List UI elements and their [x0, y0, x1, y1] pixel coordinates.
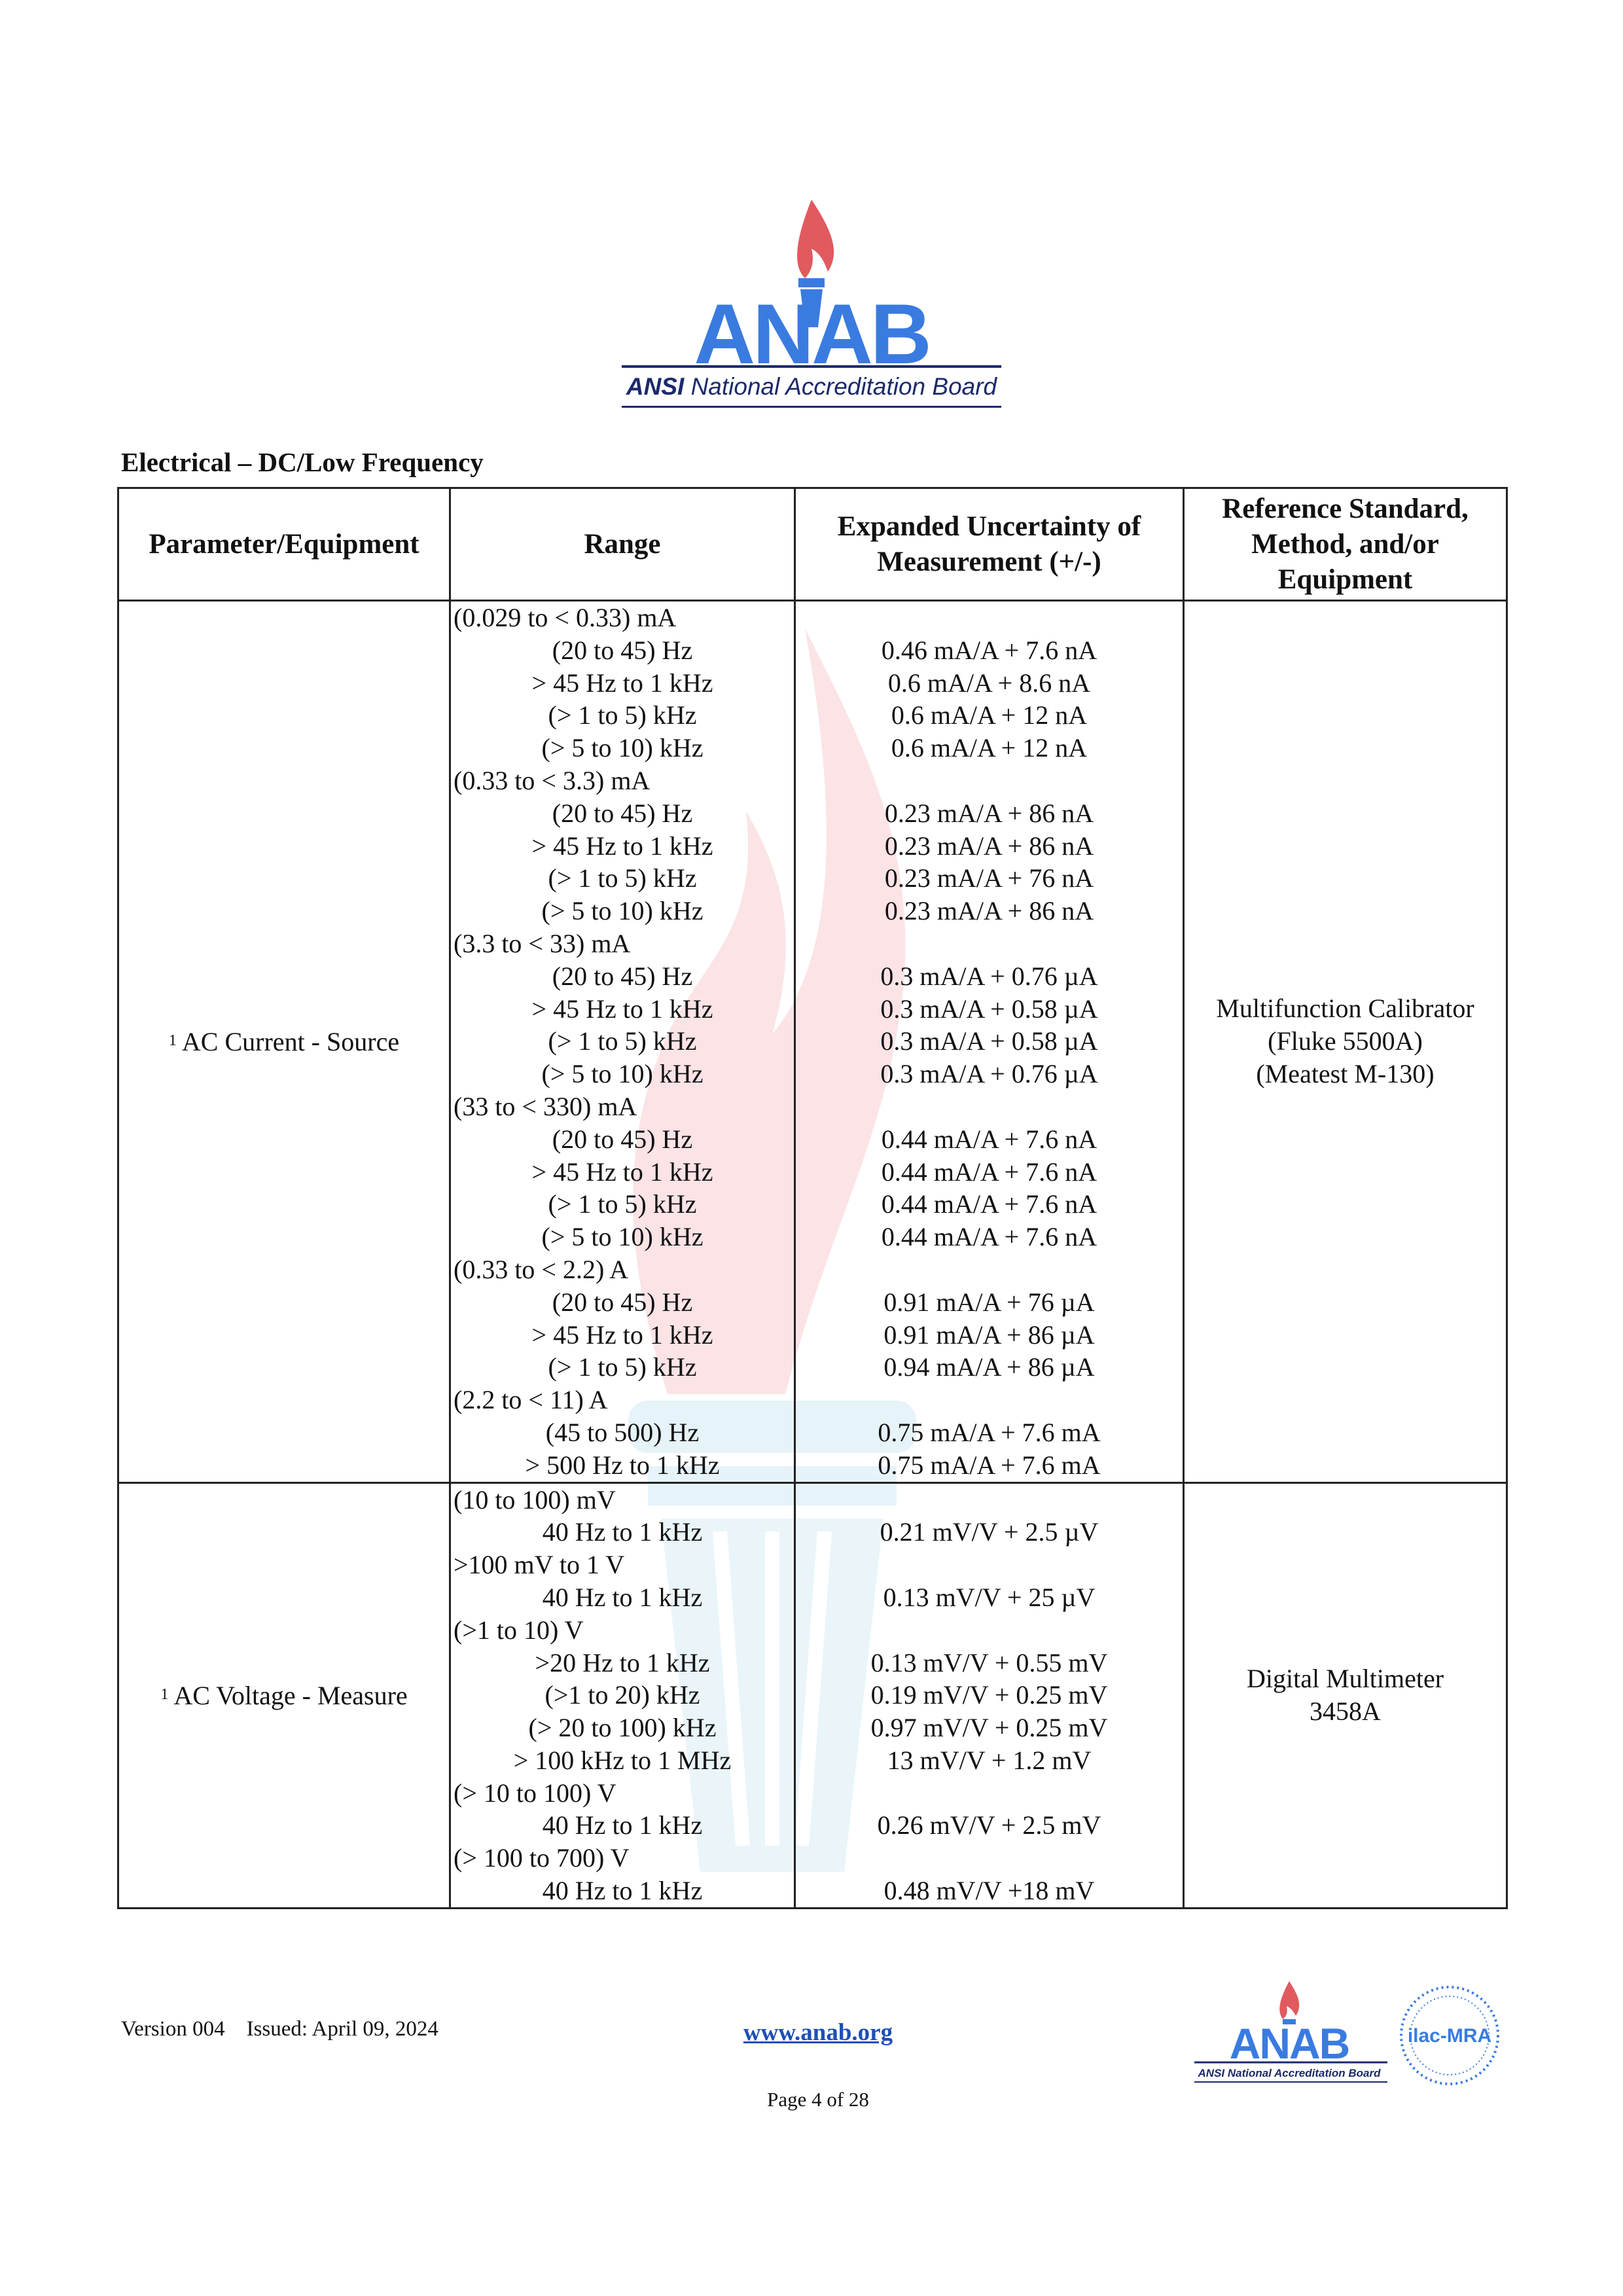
- footnote-marker: 1: [168, 1031, 177, 1049]
- range-line: (45 to 500) Hz: [545, 1417, 700, 1447]
- range-line: (2.2 to < 11) A: [454, 1385, 608, 1415]
- uncertainty-line: 0.75 mA/A + 7.6 mA: [878, 1450, 1101, 1480]
- uncertainty-line: 0.6 mA/A + 8.6 nA: [887, 668, 1091, 698]
- reference-line: (Fluke 5500A): [1268, 1026, 1423, 1056]
- range-line: (10 to 100) mV: [454, 1484, 616, 1515]
- uncertainty-line: 0.44 mA/A + 7.6 nA: [881, 1157, 1097, 1187]
- range-line: (20 to 45) Hz: [552, 1124, 693, 1154]
- uncertainty-line: 0.48 mV/V +18 mV: [883, 1876, 1095, 1906]
- range-line: (20 to 45) Hz: [552, 798, 693, 828]
- uncertainty-line: 13 mV/V + 1.2 mV: [887, 1745, 1092, 1775]
- uncertainty-line: 0.44 mA/A + 7.6 nA: [881, 1222, 1097, 1252]
- page-number: Page 4 of 28: [767, 2088, 869, 2111]
- uncertainty-cell: [795, 1482, 1184, 1908]
- uncertainty-line: [796, 1484, 1183, 1516]
- parameter-label: AC Voltage - Measure: [173, 1680, 408, 1710]
- range-cell: [450, 601, 795, 1483]
- range-line: (> 5 to 10) kHz: [541, 1059, 704, 1089]
- reference-line: (Meatest M-130): [1256, 1059, 1435, 1089]
- range-line: (>1 to 20) kHz: [544, 1680, 700, 1710]
- range-line: (20 to 45) Hz: [552, 961, 693, 991]
- logo-wordmark: ANAB: [694, 286, 929, 382]
- uncertainty-line: [796, 601, 1183, 634]
- reference-cell: [1184, 601, 1507, 1483]
- range-line: > 45 Hz to 1 kHz: [531, 1157, 713, 1187]
- footer-website-link[interactable]: www.anab.org: [743, 2019, 893, 2046]
- range-line: (> 1 to 5) kHz: [548, 1189, 697, 1219]
- uncertainty-line: [796, 1384, 1183, 1416]
- uncertainty-line: [796, 1842, 1183, 1874]
- svg-text:ANAB: ANAB: [1229, 2019, 1349, 2068]
- uncertainty-line: 0.19 mV/V + 0.25 mV: [870, 1680, 1108, 1710]
- uncertainty-line: 0.91 mA/A + 86 µA: [883, 1319, 1095, 1350]
- range-line: (0.33 to < 3.3) mA: [454, 765, 651, 795]
- range-line: > 45 Hz to 1 kHz: [531, 994, 713, 1024]
- uncertainty-line: 0.6 mA/A + 12 nA: [891, 700, 1088, 730]
- uncertainty-line: 0.3 mA/A + 0.58 µA: [880, 1026, 1098, 1056]
- scope-table: [117, 487, 1508, 1909]
- range-line: (>1 to 10) V: [454, 1615, 584, 1645]
- range-line: >100 mV to 1 V: [454, 1550, 625, 1580]
- uncertainty-line: 0.75 mA/A + 7.6 mA: [878, 1417, 1101, 1447]
- table-row: [118, 601, 1507, 1483]
- header-parameter: Parameter/Equipment: [118, 488, 450, 601]
- range-line: (> 1 to 5) kHz: [548, 1026, 697, 1056]
- range-line: (> 1 to 5) kHz: [548, 700, 697, 730]
- range-line: (> 5 to 10) kHz: [541, 1222, 704, 1252]
- section-title: Electrical – DC/Low Frequency: [121, 447, 484, 477]
- uncertainty-line: 0.23 mA/A + 86 nA: [884, 896, 1094, 926]
- range-line: (0.029 to < 0.33) mA: [454, 603, 677, 632]
- uncertainty-line: 0.6 mA/A + 12 nA: [891, 733, 1088, 763]
- range-line: (> 5 to 10) kHz: [541, 896, 704, 926]
- range-line: > 45 Hz to 1 kHz: [531, 1319, 713, 1350]
- range-line: 40 Hz to 1 kHz: [542, 1582, 703, 1612]
- footnote-marker: 1: [160, 1685, 169, 1703]
- range-line: (> 100 to 700) V: [454, 1843, 630, 1873]
- svg-text:ANSI National Accreditation Bo: ANSI National Accreditation Board: [1198, 2067, 1381, 2079]
- range-line: (> 20 to 100) kHz: [528, 1713, 717, 1743]
- range-line: (3.3 to < 33) mA: [454, 928, 631, 958]
- uncertainty-line: [796, 1614, 1183, 1647]
- parameter-cell: [118, 601, 450, 1483]
- range-line: > 500 Hz to 1 kHz: [525, 1450, 720, 1480]
- uncertainty-cell: [795, 601, 1184, 1483]
- uncertainty-line: 0.94 mA/A + 86 µA: [883, 1352, 1095, 1382]
- uncertainty-line: 0.3 mA/A + 0.76 µA: [880, 1059, 1098, 1089]
- uncertainty-line: 0.21 mV/V + 2.5 µV: [880, 1517, 1099, 1547]
- reference-line: 3458A: [1310, 1696, 1381, 1727]
- range-line: > 45 Hz to 1 kHz: [531, 668, 713, 698]
- uncertainty-line: [796, 1777, 1183, 1810]
- logo-caption: ANSI National Accreditation Board: [626, 373, 997, 400]
- range-line: (0.33 to < 2.2) A: [454, 1254, 628, 1284]
- range-line: (33 to < 330) mA: [454, 1091, 637, 1121]
- uncertainty-line: 0.13 mV/V + 25 µV: [883, 1582, 1096, 1612]
- parameter-cell: [118, 1482, 450, 1908]
- range-line: 40 Hz to 1 kHz: [542, 1810, 703, 1840]
- uncertainty-line: [796, 1549, 1183, 1581]
- table-header-row: [118, 488, 1507, 601]
- uncertainty-line: [796, 1253, 1183, 1286]
- range-line: (20 to 45) Hz: [552, 635, 693, 665]
- uncertainty-line: 0.97 mV/V + 0.25 mV: [870, 1713, 1108, 1743]
- uncertainty-line: 0.44 mA/A + 7.6 nA: [881, 1189, 1097, 1219]
- uncertainty-line: 0.23 mA/A + 86 nA: [884, 798, 1094, 828]
- uncertainty-line: 0.46 mA/A + 7.6 nA: [881, 635, 1097, 665]
- header-reference: Reference Standard, Method, and/or Equipment: [1184, 488, 1507, 601]
- header-range: Range: [450, 488, 795, 601]
- ilac-mra-logo: [1397, 1983, 1502, 2088]
- range-line: (> 1 to 5) kHz: [548, 1352, 697, 1382]
- range-line: > 100 kHz to 1 MHz: [513, 1745, 732, 1775]
- uncertainty-line: 0.44 mA/A + 7.6 nA: [881, 1124, 1097, 1154]
- uncertainty-line: 0.3 mA/A + 0.58 µA: [880, 994, 1098, 1024]
- uncertainty-line: [796, 764, 1183, 797]
- uncertainty-line: 0.23 mA/A + 86 nA: [884, 831, 1094, 861]
- anab-small-logo: [1191, 1980, 1394, 2088]
- reference-cell: [1184, 1482, 1507, 1908]
- footer-version: Version 004 Issued: April 09, 2024: [121, 2017, 438, 2041]
- range-line: (> 1 to 5) kHz: [548, 863, 697, 893]
- range-line: (> 10 to 100) V: [454, 1778, 616, 1808]
- uncertainty-line: 0.26 mV/V + 2.5 mV: [877, 1810, 1101, 1840]
- range-line: > 45 Hz to 1 kHz: [531, 831, 713, 861]
- range-line: (20 to 45) Hz: [552, 1287, 693, 1317]
- uncertainty-line: [796, 927, 1183, 960]
- uncertainty-line: 0.91 mA/A + 76 µA: [883, 1287, 1095, 1317]
- svg-text:ilac-MRA: ilac-MRA: [1407, 2025, 1492, 2047]
- range-line: 40 Hz to 1 kHz: [542, 1876, 703, 1906]
- range-cell: [450, 1482, 795, 1908]
- uncertainty-line: 0.23 mA/A + 76 nA: [884, 863, 1094, 893]
- header-uncertainty: Expanded Uncertainty of Measurement (+/-): [795, 488, 1184, 601]
- reference-line: Digital Multimeter: [1246, 1664, 1444, 1694]
- reference-line: Multifunction Calibrator: [1216, 994, 1474, 1024]
- range-line: 40 Hz to 1 kHz: [542, 1517, 703, 1547]
- uncertainty-line: 0.3 mA/A + 0.76 µA: [880, 961, 1098, 991]
- range-line: >20 Hz to 1 kHz: [535, 1647, 710, 1677]
- uncertainty-line: [796, 1090, 1183, 1123]
- uncertainty-line: 0.13 mV/V + 0.55 mV: [870, 1647, 1108, 1677]
- table-row: [118, 1482, 1507, 1908]
- parameter-label: AC Current - Source: [181, 1026, 400, 1056]
- range-line: (> 5 to 10) kHz: [541, 733, 704, 763]
